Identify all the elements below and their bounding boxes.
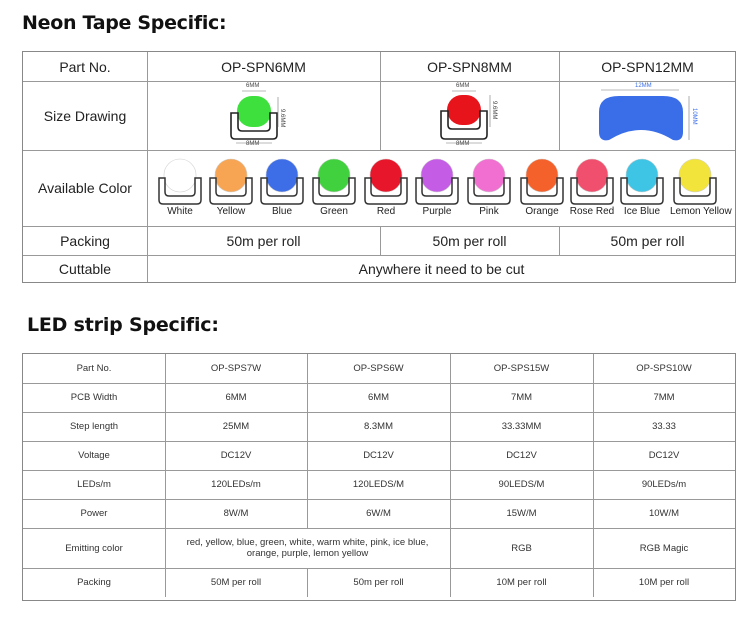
color-name: Ice Blue (623, 206, 661, 217)
color-name: Pink (479, 206, 499, 217)
row-label: Packing (77, 577, 111, 588)
cell-value: 6MM (225, 392, 247, 403)
color-name: Blue (271, 206, 292, 217)
cell-value: DC12V (363, 450, 394, 461)
neon-profile-icon (309, 156, 359, 206)
color-swatch (464, 156, 514, 217)
col-divider (307, 499, 308, 528)
cell-value: 15W/M (506, 508, 537, 519)
cell-value: 10W/M (648, 508, 680, 519)
col-divider (307, 568, 308, 597)
label-part-no: Part No. (59, 58, 111, 75)
neon-profile-icon (155, 156, 205, 206)
col-divider (593, 568, 594, 597)
color-name: Yellow (216, 206, 246, 217)
col-divider (165, 441, 166, 470)
col-divider (307, 383, 308, 412)
dim-base: 8MM (246, 141, 260, 147)
color-swatch (155, 156, 205, 217)
cell-value: red, yellow, blue, green, white, warm white, pink, ice blue, orange, purple, lemon yellow (186, 537, 429, 559)
label-size-drawing: Size Drawing (43, 107, 127, 124)
col-divider (593, 528, 594, 568)
cell-value: 6MM (367, 392, 390, 403)
dim-width: 6MM (246, 83, 260, 89)
row-label: LEDs/m (77, 479, 111, 490)
neon-profile-icon (517, 156, 567, 206)
col-divider (593, 383, 594, 412)
col-divider (593, 499, 594, 528)
cell-value: RGB (511, 542, 532, 554)
cell-value: RGB Magic (639, 542, 689, 554)
cell-value: 7MM (510, 392, 533, 403)
color-name: Purple (422, 206, 452, 217)
neon-profile-icon (464, 156, 514, 206)
row-label: Voltage (78, 450, 110, 461)
led-strip-heading: LED strip Specific: (27, 314, 219, 336)
col-divider (450, 383, 451, 412)
neon-profile-icon (617, 156, 667, 206)
col-divider (593, 470, 594, 499)
col-divider (165, 499, 166, 528)
color-name: Rose Red (569, 206, 615, 217)
color-swatch (617, 156, 667, 217)
col-divider (450, 441, 451, 470)
color-swatch (412, 156, 462, 217)
dim-height: 9.6MM (491, 101, 497, 120)
neon-profile-icon (670, 156, 720, 206)
neon-profile-icon (361, 156, 411, 206)
cell-value: OP-SPS15W (493, 363, 550, 374)
col-divider (165, 354, 166, 383)
drawing-spn12mm (591, 82, 703, 148)
neon-8mm-profile-icon (428, 83, 500, 149)
neon-6mm-profile-icon (218, 83, 288, 149)
cell-value: 90LEDS/M (498, 479, 545, 490)
cuttable-value: Anywhere it need to be cut (358, 261, 525, 277)
cell-value: DC12V (506, 450, 537, 461)
col-divider (593, 441, 594, 470)
col-divider (165, 568, 166, 597)
neon-tape-heading: Neon Tape Specific: (22, 12, 227, 34)
color-swatch (361, 156, 411, 217)
col-divider (307, 354, 308, 383)
neon-profile-icon (412, 156, 462, 206)
color-name: White (167, 206, 193, 217)
color-swatch (309, 156, 359, 217)
col-divider (307, 470, 308, 499)
dim-height: 9.6MM (279, 109, 285, 128)
dim-width: 6MM (456, 83, 470, 89)
packing-spn6mm: 50m per roll (226, 232, 301, 249)
col-divider (450, 499, 451, 528)
cell-value: 8.3MM (363, 421, 394, 432)
col-divider (450, 568, 451, 597)
packing-spn8mm: 50m per roll (432, 232, 507, 249)
color-swatch (670, 156, 732, 217)
neon-profile-icon (257, 156, 307, 206)
color-swatch (517, 156, 567, 217)
color-name: Lemon Yellow (670, 206, 732, 217)
drawing-spn6mm (218, 83, 288, 149)
cell-value: 6W/M (366, 508, 391, 519)
neon-profile-icon (567, 156, 617, 206)
cell-value: OP-SPS6W (353, 363, 404, 374)
model-spn12mm: OP-SPN12MM (601, 58, 694, 75)
row-label: Step length (69, 421, 119, 432)
row-label: PCB Width (70, 392, 118, 403)
color-name: Orange (525, 206, 559, 217)
color-name: Green (320, 206, 348, 217)
cell-value: 25MM (222, 421, 250, 432)
col-divider (450, 470, 451, 499)
cell-value: 8W/M (223, 508, 249, 519)
row-label: Part No. (76, 363, 112, 374)
col-divider (450, 412, 451, 441)
col-divider (593, 412, 594, 441)
cell-value: 50M per roll (210, 577, 262, 588)
col-divider (307, 441, 308, 470)
cell-value: 33.33MM (501, 421, 542, 432)
packing-spn12mm: 50m per roll (610, 232, 685, 249)
dim-width: 12MM (635, 83, 652, 89)
label-available-color: Available Color (38, 180, 132, 196)
cell-value: DC12V (648, 450, 680, 461)
cell-value: 7MM (653, 392, 675, 403)
neon-profile-icon (206, 156, 256, 206)
drawing-spn8mm (428, 83, 500, 149)
col-divider (307, 412, 308, 441)
col-divider (450, 528, 451, 568)
dim-height: 10MM (691, 108, 697, 125)
cell-value: 10M per roll (496, 577, 547, 588)
cell-value: 33.33 (652, 421, 676, 432)
col-divider (165, 470, 166, 499)
cell-value: 120LEDS/M (352, 479, 405, 490)
color-swatch (567, 156, 617, 217)
color-swatch (206, 156, 256, 217)
cell-value: 50m per roll (353, 577, 404, 588)
col-divider (593, 354, 594, 383)
model-spn8mm: OP-SPN8MM (427, 58, 512, 75)
label-cuttable: Cuttable (58, 261, 112, 277)
led-spec-table (22, 353, 736, 601)
model-spn6mm: OP-SPN6MM (221, 58, 306, 75)
col-divider (450, 354, 451, 383)
cell-value: DC12V (220, 450, 252, 461)
row-label: Emitting color (65, 542, 123, 554)
col-divider (165, 528, 166, 568)
cell-value: 90LEDs/m (641, 479, 687, 490)
cell-value: OP-SPS10W (636, 363, 692, 374)
neon-12mm-profile-icon (591, 82, 703, 148)
color-name: Red (376, 206, 396, 217)
row-label: Power (80, 508, 108, 519)
cell-value: OP-SPS7W (210, 363, 262, 374)
dim-base: 8MM (456, 141, 470, 147)
cell-value: 10M per roll (638, 577, 690, 588)
label-packing: Packing (60, 232, 110, 249)
col-divider (165, 383, 166, 412)
cell-value: 120LEDs/m (211, 479, 261, 490)
color-swatch (257, 156, 307, 217)
col-divider (165, 412, 166, 441)
